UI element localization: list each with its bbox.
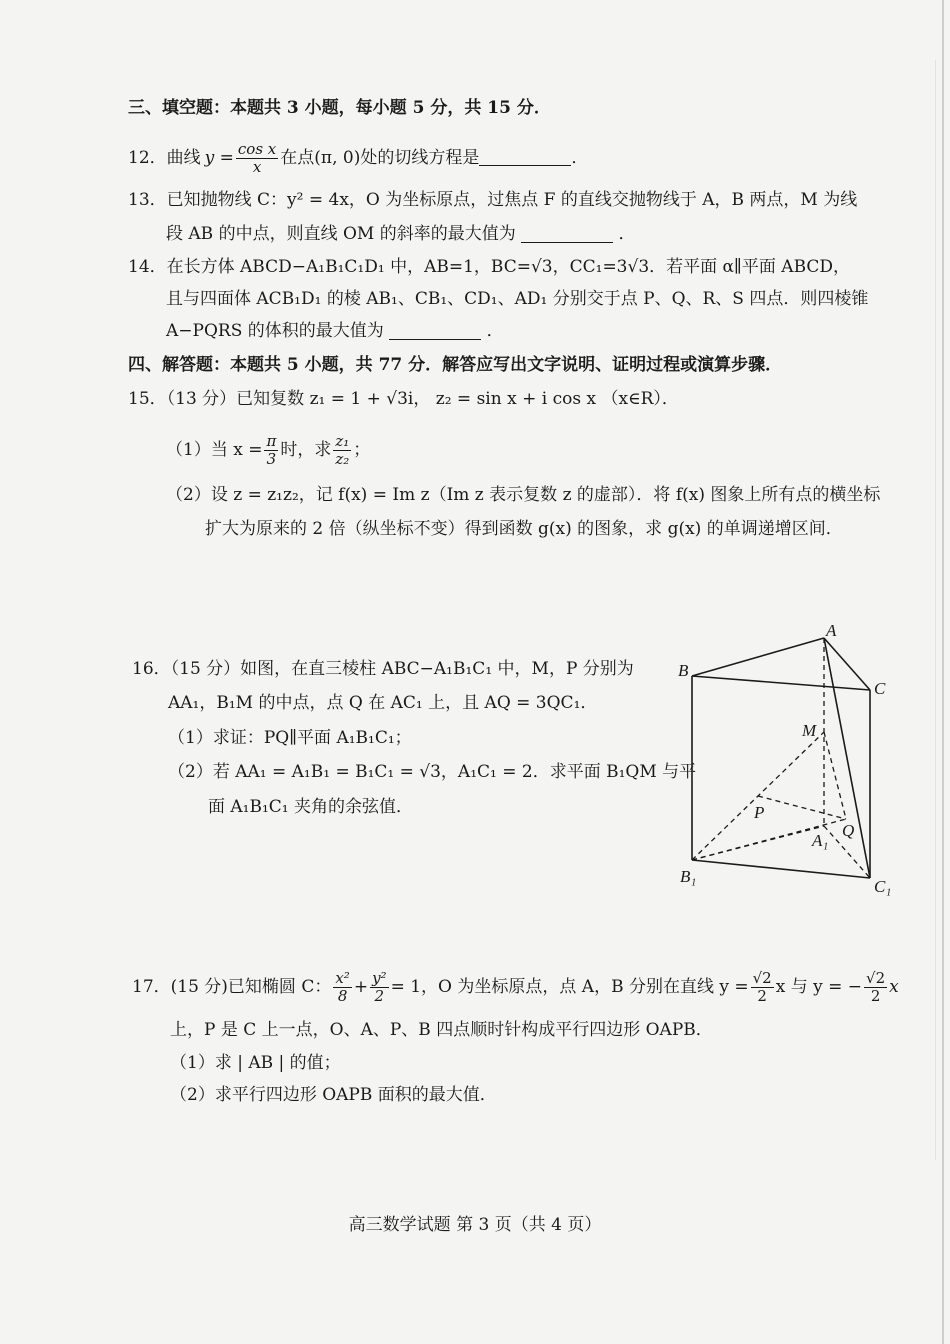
q16-line2: AA₁，B₁M 的中点，点 Q 在 AC₁ 上，且 AQ = 3QC₁．: [168, 693, 598, 713]
q15-p1-den: 3: [266, 449, 277, 468]
q17-f2-den: 2: [374, 986, 385, 1005]
q15-p1-fraction2: [333, 433, 351, 467]
line-PQ: [758, 796, 846, 819]
label-A: A: [826, 624, 837, 640]
q17-f4-den: 2: [870, 986, 881, 1005]
q15-p1-pre: （1）当 x =: [166, 439, 263, 460]
q17-line2: 上，P 是 C 上一点，O、A、P、B 四点顺时针构成平行四边形 OAPB．: [170, 1020, 713, 1040]
line-MQ: [824, 732, 846, 819]
prism-figure: [676, 624, 906, 900]
edge-AC: [824, 638, 870, 690]
q17-end: x: [889, 976, 899, 997]
label-B: B: [678, 661, 689, 680]
q17-frac4: [864, 970, 887, 1004]
q12-mid: 在点(π, 0)处的切线方程是: [280, 147, 480, 168]
prism-solid-edges: [692, 638, 870, 878]
label-Q: Q: [842, 821, 855, 840]
q17-frac1: [333, 970, 351, 1004]
q15-p1-den2: z₂: [335, 449, 350, 468]
q14-answer-blank: [389, 325, 481, 340]
q13-line2: [166, 226, 636, 243]
q16-part2-line2: 面 A₁B₁C₁ 夹角的余弦值．: [208, 797, 414, 817]
q17-f3-den: 2: [757, 986, 767, 1005]
edge-B1C1: [692, 860, 870, 878]
q15-part2-line1: （2）设 z = z₁z₂，记 f(x) = Im z（Im z 表示复数 z 的虚部）．将 f(x) 图象上所有点的横坐标: [166, 485, 881, 505]
q12-end: ．: [571, 147, 589, 168]
edge-BC: [692, 676, 870, 690]
q14-line3: [166, 323, 504, 340]
scan-edge-faint: [935, 60, 936, 1160]
question-12: [128, 136, 588, 180]
q13-answer-blank: [521, 228, 613, 243]
section3-heading: 三、填空题：本题共 3 小题，每小题 5 分，共 15 分．: [128, 98, 551, 118]
q14-line1: 14．在长方体 ABCD−A₁B₁C₁D₁ 中，AB=1，BC=√3，CC₁=3√3．若平面 α∥平面 ABCD，: [128, 257, 851, 277]
q12-fraction: [236, 141, 278, 175]
q14-line2: 且与四面体 ACB₁D₁ 的棱 AB₁、CB₁、CD₁、AD₁ 分别交于点 P、Q、R、S 四点．则四棱锥: [166, 289, 869, 309]
label-B1: B₁: [680, 867, 697, 886]
line-AC1: [824, 638, 870, 878]
q12-number: 12．: [128, 147, 167, 168]
q17-f1-den: 8: [337, 986, 348, 1005]
q17-f1-num: x²: [335, 969, 350, 987]
q17-stem: [132, 964, 899, 1010]
q17-pre: 17．(15 分)已知椭圆 C：: [132, 976, 332, 997]
q15-part2-line2: 扩大为原来的 2 倍（纵坐标不变）得到函数 g(x) 的图象，求 g(x) 的单调递增区间．: [205, 519, 843, 539]
label-P: P: [754, 803, 765, 822]
q12-frac-num: cos x: [237, 140, 277, 158]
q12-frac-den: x: [252, 157, 262, 176]
q13-line1: 13．已知抛物线 C：y² = 4x，O 为坐标原点，过焦点 F 的直线交抛物线于 A，B 两点，M 为线: [128, 190, 858, 210]
q16-part2-line1: （2）若 AA₁ = A₁B₁ = B₁C₁ = √3，A₁C₁ = 2．求平面 B₁QM 与平: [168, 762, 697, 782]
q12-answer-blank: [479, 151, 571, 166]
edge-AB: [692, 638, 824, 676]
q13-line2-text: 段 AB 的中点，则直线 OM 的斜率的最大值为: [166, 224, 516, 244]
q15-stem: 15．（13 分）已知复数 z₁ = 1 + √3i， z₂ = sin x + i cos x （x∈R）．: [128, 389, 679, 409]
label-A1: A₁: [812, 831, 829, 850]
label-C: C: [874, 679, 886, 698]
q17-part1: （1）求 | AB | 的值；: [170, 1053, 341, 1073]
q13-end: ．: [618, 224, 636, 244]
section4-heading: 四、解答题：本题共 5 小题，共 77 分．解答应写出文字说明、证明过程或演算步骤．: [128, 355, 783, 375]
prism-hidden-edges: [692, 638, 870, 878]
q17-f4-num: √2: [866, 969, 886, 987]
label-M: M: [802, 721, 817, 740]
q15-p1-num: π: [266, 432, 277, 450]
q14-line3-text: A−PQRS 的体积的最大值为: [166, 321, 384, 341]
scan-edge: [942, 0, 944, 1344]
q15-part1: [166, 428, 370, 472]
q17-frac2: [370, 970, 389, 1004]
q17-f2-num: y²: [372, 969, 387, 987]
q17-mid: = 1，O 为坐标原点，点 A，B 分别在直线 y =: [390, 976, 749, 997]
q15-p1-num2: z₁: [335, 432, 350, 450]
q15-p1-mid: 时，求: [280, 439, 332, 460]
q17-plus: +: [353, 976, 369, 997]
q14-end: ．: [486, 321, 504, 341]
page-footer: 高三数学试题 第 3 页（共 4 页）: [348, 1215, 602, 1235]
label-C1: C₁: [874, 877, 892, 896]
q17-frac3: [751, 970, 774, 1004]
q17-f3-num: √2: [752, 969, 772, 987]
q12-pre: 曲线: [166, 147, 201, 168]
q16-part1: （1）求证：PQ∥平面 A₁B₁C₁；: [168, 728, 412, 748]
q12-y-eq: y =: [204, 147, 234, 168]
q17-part2: （2）求平行四边形 OAPB 面积的最大值．: [170, 1085, 497, 1105]
q16-line1: 16．（15 分）如图，在直三棱柱 ABC−A₁B₁C₁ 中，M，P 分别为: [132, 659, 634, 679]
q17-mid2: x 与 y = −: [775, 976, 863, 997]
q15-p1-fraction: [264, 433, 278, 467]
q15-p1-end: ；: [353, 439, 371, 460]
